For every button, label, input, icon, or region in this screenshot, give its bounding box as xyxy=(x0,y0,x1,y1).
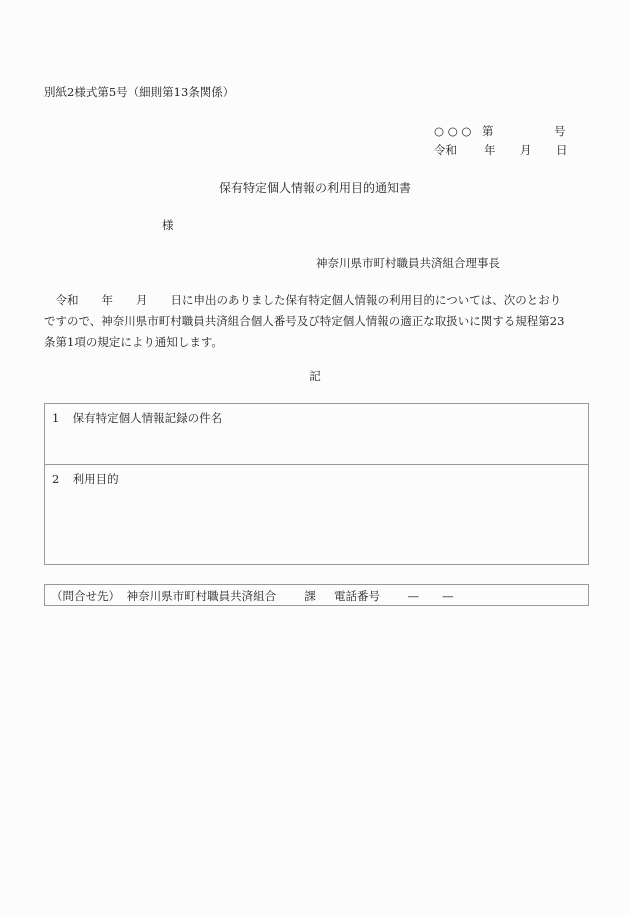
issue-date-era: 令和 xyxy=(434,143,457,157)
contact-prefix: （問合せ先） xyxy=(51,589,120,603)
issue-block xyxy=(434,122,568,160)
body-line: 令和 年 月 日に申出のありました保有特定個人情報の利用目的については、次のとおり xyxy=(44,293,562,307)
contact-box xyxy=(44,584,589,606)
ki-heading: 記 xyxy=(309,369,321,383)
body-line: ですので、神奈川県市町村職員共済組合個人番号及び特定個人情報の適正な取扱いに関する規程第23 xyxy=(44,314,565,328)
item-number: 2 xyxy=(52,472,60,486)
contact-organization: 神奈川県市町村職員共済組合 xyxy=(126,589,277,603)
contact-section: 課 xyxy=(304,589,316,603)
item-number: 1 xyxy=(52,411,60,425)
issue-number-dai: 第 xyxy=(482,124,494,138)
issue-date xyxy=(434,141,568,160)
addressee-suffix: 様 xyxy=(162,218,174,232)
issue-date-month: 月 xyxy=(520,143,532,157)
contact-phone-label: 電話番号 xyxy=(333,589,380,603)
item-label: 利用目的 xyxy=(72,472,119,486)
items-table xyxy=(44,403,589,565)
body-text xyxy=(44,290,592,353)
document-title: 保有特定個人情報の利用目的通知書 xyxy=(218,181,411,195)
issue-number-go: 号 xyxy=(554,124,566,138)
issue-date-year: 年 xyxy=(484,143,496,157)
item-label: 保有特定個人情報記録の件名 xyxy=(72,411,223,425)
form-reference: 別紙2様式第5号（細則第13条関係） xyxy=(44,85,235,99)
contact-phone-value: — — xyxy=(407,589,454,603)
issue-date-day: 日 xyxy=(556,143,568,157)
item-row-record-name xyxy=(45,404,588,465)
issuer-name: 神奈川県市町村職員共済組合理事長 xyxy=(316,256,500,270)
issue-number xyxy=(434,122,568,141)
issue-number-circles: ○ ○ ○ xyxy=(434,124,472,138)
item-row-purpose xyxy=(45,465,588,564)
body-line: 条第1項の規定により通知します。 xyxy=(44,335,223,349)
